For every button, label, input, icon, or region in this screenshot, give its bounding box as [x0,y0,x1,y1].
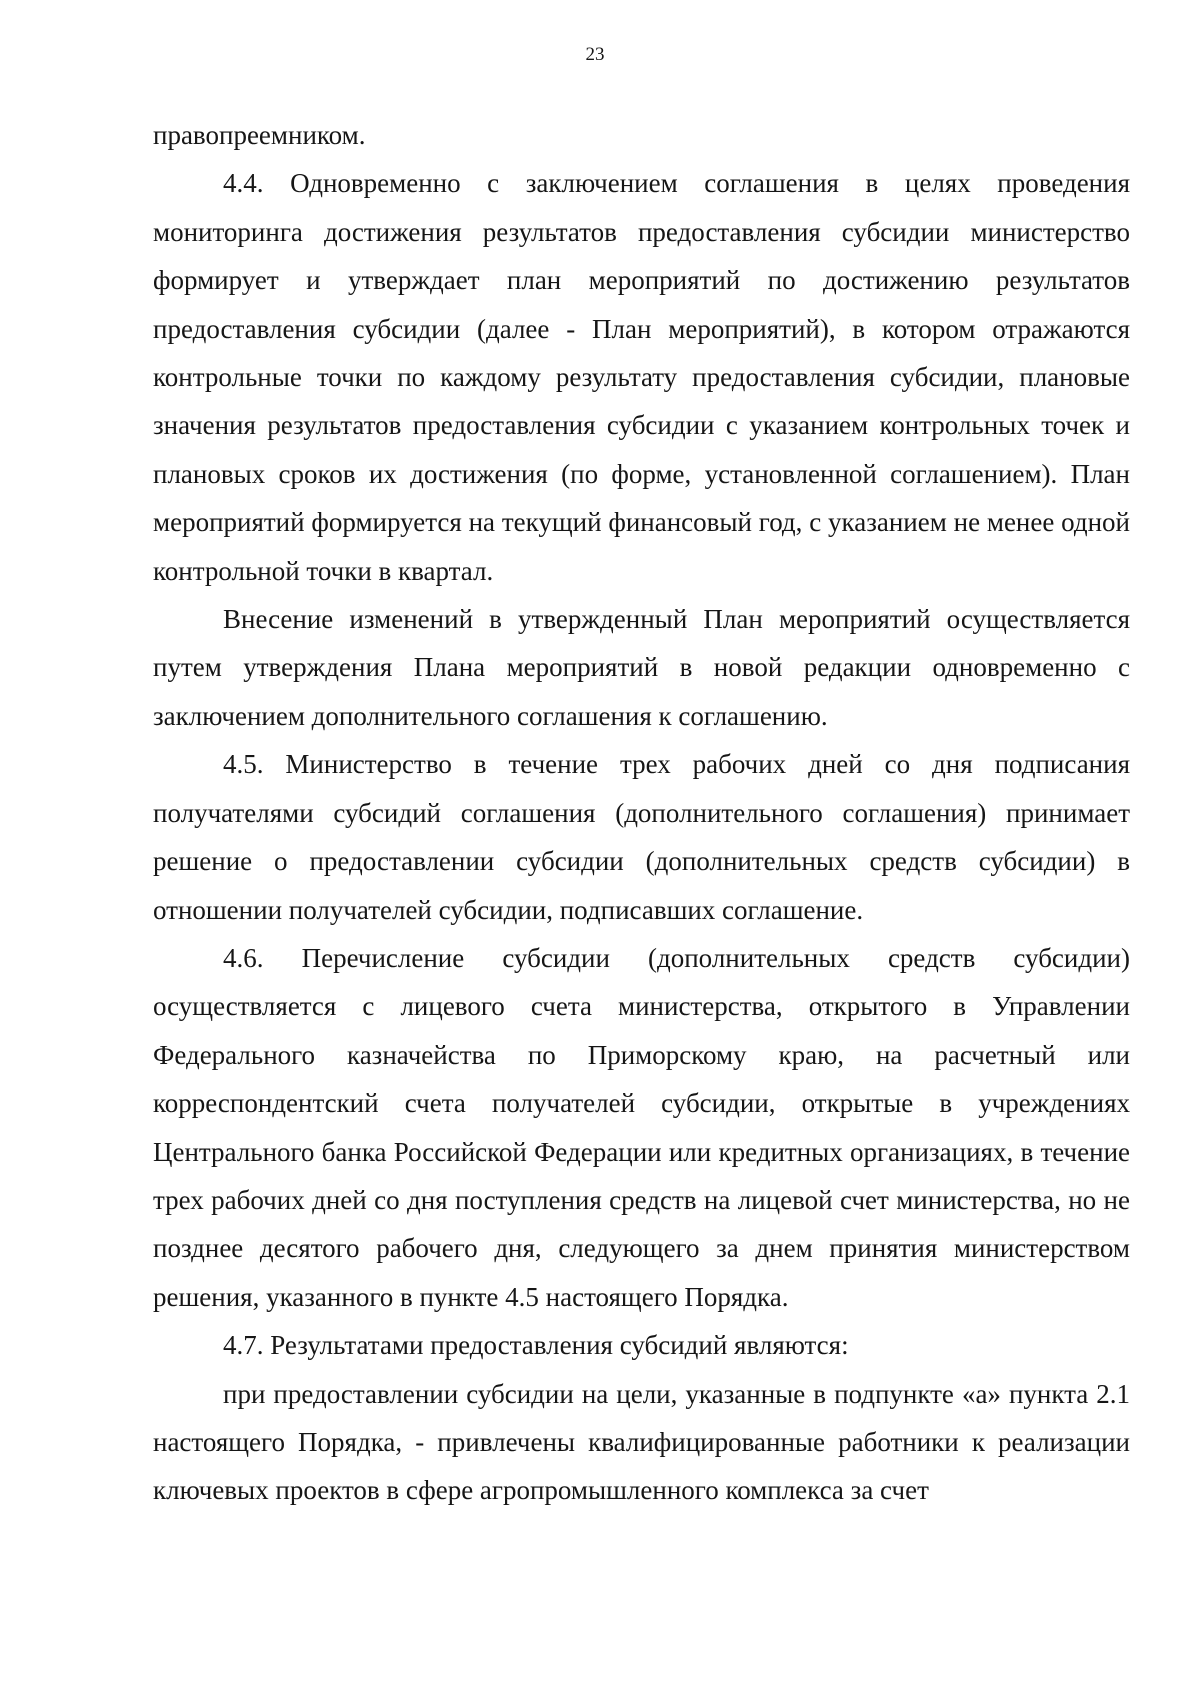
paragraph-4-7: 4.7. Результатами предоставления субсидий являются: [223,1330,849,1361]
paragraph-continuation: правопреемником. [153,120,366,150]
page-number: 23 [585,44,605,65]
paragraph-4-6: 4.6. Перечисление субсидии (дополнительных средств субсидии) осуществляется с лицевого счета министерства, открытого в Управлении Федерального казначейства по Приморскому краю, на расчетный или корреспондентский счета получателей субсидии, открытые в учреждениях Центрального банка Российской Федерации или кредитных организациях, в течение трех рабочих дней со дня поступления средств на лицевой счет министерства, но не позднее десятого рабочего дня, следующего за днем принятия министерством решения, указанного в пункте 4.5 настоящего Порядка. [153,942,1130,1312]
paragraph-subsidy-results: при предоставлении субсидии на цели, указанные в подпункте «а» пункта 2.1 настоящего Порядка, - привлечены квалифицированные работники к реализации ключевых проектов в сфере агропромышленного комплекса за счет [153,1378,1130,1506]
paragraph-4-5: 4.5. Министерство в течение трех рабочих дней со дня подписания получателями субсидий соглашения (дополнительного соглашения) принимает решение о предоставлении субсидии (дополнительных средств субсидии) в отношении получателей субсидии, подписавших соглашение. [153,749,1130,925]
paragraph-plan-changes: Внесение изменений в утвержденный План мероприятий осуществляется путем утверждения Плана мероприятий в новой редакции одновременно с заключением дополнительного соглашения к соглашению. [153,604,1130,731]
paragraph-4-4: 4.4. Одновременно с заключением соглашения в целях проведения мониторинга достижения результатов предоставления субсидии министерство формирует и утверждает план мероприятий по достижению результатов предоставления субсидии (далее - План мероприятий), в котором отражаются контрольные точки по каждому результату предоставления субсидии, плановые значения результатов предоставления субсидии с указанием контрольных точек и плановых сроков их достижения (по форме, установленной соглашением). План мероприятий формируется на текущий финансовый год, с указанием не менее одной контрольной точки в квартал. [153,168,1130,586]
document-body [153,111,1130,1515]
